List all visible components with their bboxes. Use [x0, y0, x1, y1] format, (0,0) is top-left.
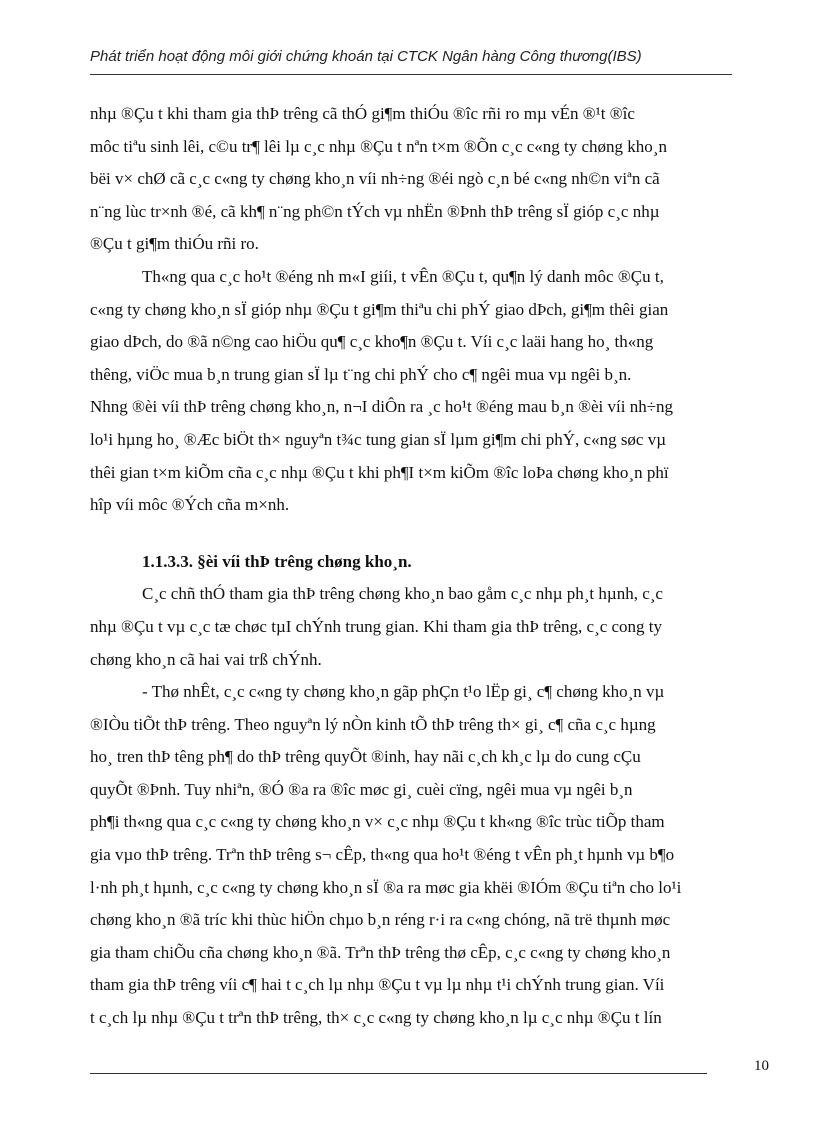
- text-line: t c¸ch lµ nhµ ®Çu t trªn thÞ trêng, th× c¸c c«ng ty chøng kho¸n lµ c¸c nhµ ®Çu t lín: [90, 1008, 662, 1028]
- text-line: ®Çu t gi¶m thiÓu rñi ro.: [90, 234, 259, 254]
- footer-divider: [90, 1073, 707, 1074]
- body-text: [90, 98, 762, 1035]
- text-line: giao dÞch, do ®ã n©ng cao hiÖu qu¶ c¸c kho¶n ®Çu t. Víi c¸c laäi hang ho¸ th«ng: [90, 332, 654, 352]
- page-number: 10: [754, 1058, 769, 1074]
- text-line: gia vµo thÞ trêng. Trªn thÞ trêng s¬ cÊp, th«ng qua ho¹t ®éng t vÊn ph¸t hµnh vµ b¶o: [90, 845, 675, 865]
- text-line: n¨ng lùc tr×nh ®é, cã kh¶ n¨ng ph©n tÝch vµ nhËn ®Þnh thÞ trêng sÏ gióp c¸c nhµ: [90, 201, 660, 221]
- text-line: nhµ ®Çu t khi tham gia thÞ trêng cã thÓ gi¶m thiÓu ®îc rñi ro mµ vÉn ®¹t ®îc: [90, 104, 635, 123]
- text-line: thêi gian t×m kiÕm cña c¸c nhµ ®Çu t khi ph¶I t×m kiÕm ®îc loÞa chøng kho¸n phï: [90, 462, 669, 482]
- spacer: [90, 522, 762, 546]
- text-line: gia tham chiÕu cña chøng kho¸n ®ã. Trªn thÞ trêng thø cÊp, c¸c c«ng ty chøng kho¸n: [90, 942, 671, 962]
- page-header: Phát triển hoạt động môi giới chứng khoán tại CTCK Ngân hàng Công thương(IBS): [90, 48, 642, 65]
- text-line: tham gia thÞ trêng víi c¶ hai t c¸ch lµ nhµ ®Çu t vµ lµ nhµ t¹i chÝnh trung gian. Víi: [90, 975, 665, 995]
- text-line: lo¹i hµng ho¸ ®Æc biÖt th× nguyªn t¾c tung gian sÏ lµm gi¶m chi phÝ, c«ng søc vµ: [90, 429, 667, 449]
- text-line: nhµ ®Çu t vµ c¸c tæ chøc tµI chÝnh trung gian. Khi tham gia thÞ trêng, c¸c cong ty: [90, 616, 663, 636]
- text-line: ph¶i th«ng qua c¸c c«ng ty chøng kho¸n v× c¸c nhµ ®Çu t kh«ng ®îc trùc tiÕp tham: [90, 812, 665, 832]
- text-line: bëi v× chØ cã c¸c c«ng ty chøng kho¸n víi nh÷ng ®éi ngò c¸n bé c«ng nh©n viªn cã: [90, 169, 660, 189]
- paragraph-2: [90, 261, 762, 522]
- paragraph-4: [90, 676, 762, 1035]
- paragraph-3: [90, 578, 762, 676]
- text-line: l·nh ph¸t hµnh, c¸c c«ng ty chøng kho¸n sÏ ®a ra møc gia khëi ®IÓm ®Çu tiªn cho lo¹i: [90, 877, 682, 897]
- text-line: chøng kho¸n ®ã tríc khi thùc hiÖn chµo b¸n réng r·i ra c«ng chóng, nã trë thµnh møc: [90, 910, 671, 930]
- text-line: ®IÒu tiÕt thÞ trêng. Theo nguyªn lý nÒn kinh tÕ thÞ trêng th× gi¸ c¶ cña c¸c hµng: [90, 714, 656, 734]
- header-divider: [90, 74, 732, 75]
- text-line: c«ng ty chøng kho¸n sÏ gióp nhµ ®Çu t gi¶m thiªu chi phÝ giao dÞch, gi¶m thêi gian: [90, 299, 669, 319]
- text-line: Nhng ®èi víi thÞ trêng chøng kho¸n, n¬I diÔn ra ¸c ho¹t ®éng mau b¸n ®èi víi nh÷ng: [90, 397, 674, 417]
- text-line: hîp víi môc ®Ých cña m×nh.: [90, 495, 290, 515]
- text-line: C¸c chñ thÓ tham gia thÞ trêng chøng kho¸n bao gåm c¸c nhµ ph¸t hµnh, c¸c: [142, 584, 663, 604]
- text-line: môc tiªu sinh lêi, c©u tr¶ lêi lµ c¸c nhµ ®Çu t nªn t×m ®Õn c¸c c«ng ty chøng kho¸n: [90, 136, 667, 156]
- text-line: quyÕt ®Þnh. Tuy nhiªn, ®Ó ®a ra ®îc møc gi¸ cuèi cïng, ngêi mua vµ ngêi b¸n: [90, 779, 633, 799]
- text-line: thêng, viÖc mua b¸n trung gian sÏ lµ t¨ng chi phÝ cho c¶ ngêi mua vµ ngêi b¸n.: [90, 364, 632, 384]
- text-line: - Thø nhÊt, c¸c c«ng ty chøng kho¸n gãp phÇn t¹o lËp gi¸ c¶ chøng kho¸n vµ: [142, 682, 665, 702]
- section-heading: 1.1.3.3. §èi víi thÞ trêng chøng kho¸n.: [142, 551, 412, 571]
- text-line: ho¸ tren thÞ têng ph¶ do thÞ trêng quyÕt ®inh, hay nãi c¸ch kh¸c lµ do cung cÇu: [90, 747, 641, 767]
- text-line: chøng kho¸n cã hai vai trß chÝnh.: [90, 649, 322, 669]
- text-line: Th«ng qua c¸c ho¹t ®éng nh m«I giíi, t vÊn ®Çu t, qu¶n lý danh môc ®Çu t,: [142, 266, 664, 286]
- paragraph-1: [90, 98, 762, 261]
